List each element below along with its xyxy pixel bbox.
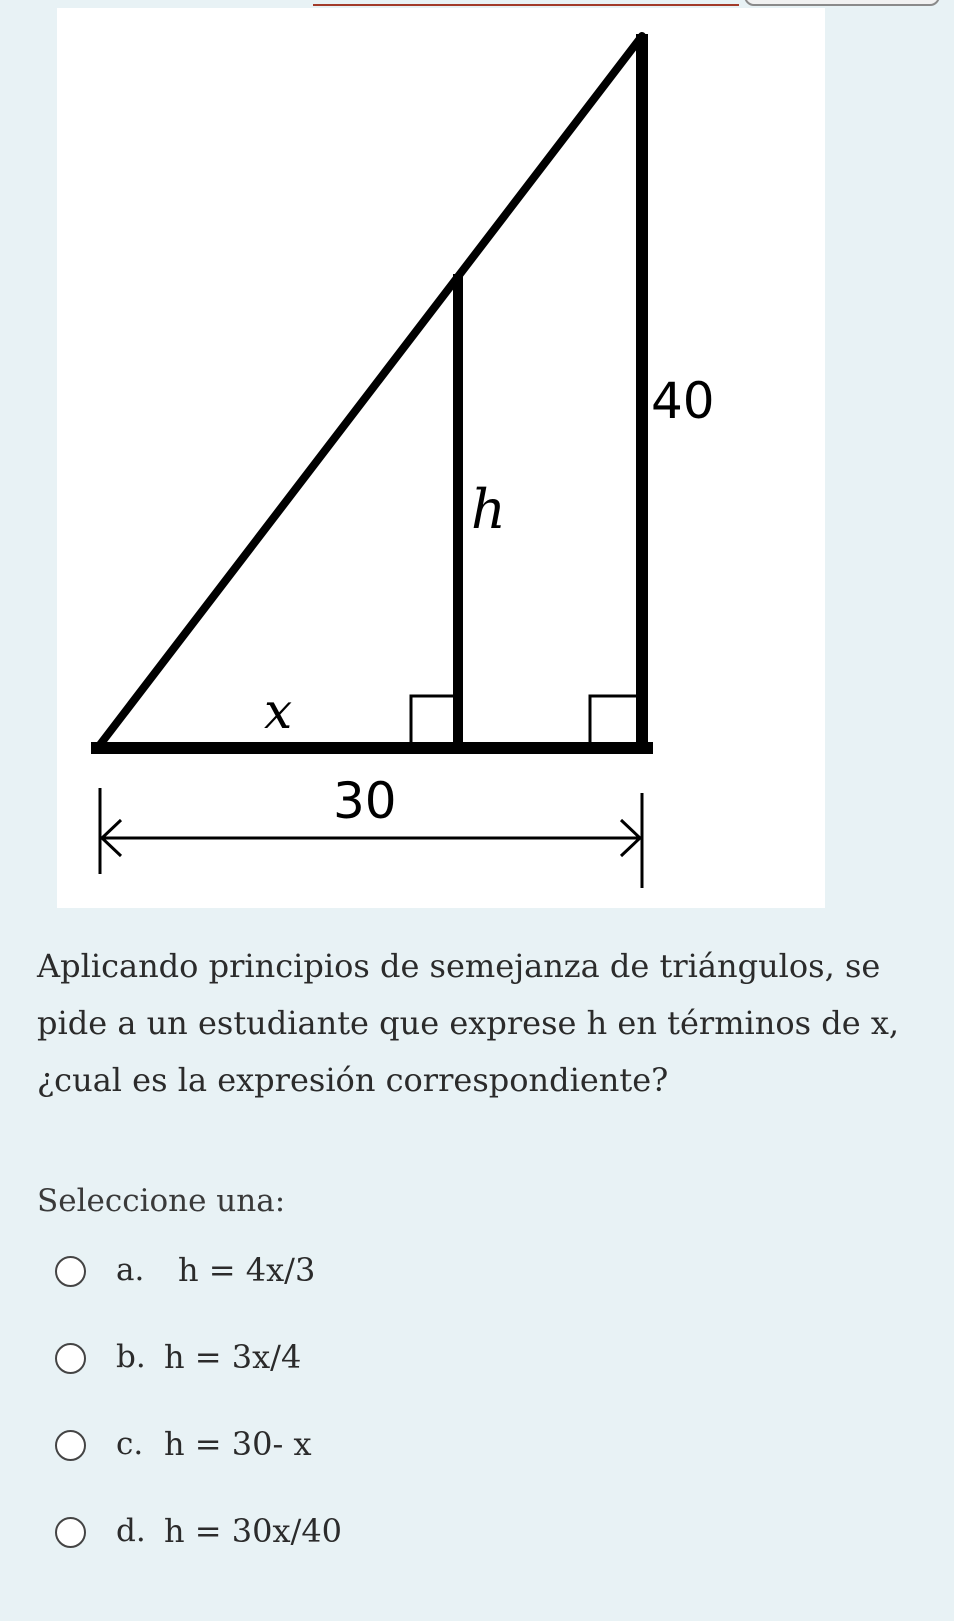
radio-c[interactable] (55, 1430, 86, 1461)
question-line-1: Aplicando principios de semejanza de triángulos, se (37, 947, 881, 985)
option-text: h = 3x/4 (164, 1338, 302, 1376)
radio-d[interactable] (55, 1517, 86, 1548)
answer-options (55, 1248, 755, 1596)
option-letter: c. (116, 1426, 144, 1462)
triangle-hypotenuse (99, 36, 642, 746)
option-letter: a. (116, 1252, 145, 1288)
label-x: x (264, 682, 293, 740)
radio-b[interactable] (55, 1343, 86, 1374)
right-angle-marker-outer (590, 696, 637, 748)
question-line-2: pide a un estudiante que exprese h en términos de x, (37, 1004, 900, 1042)
top-cut-off-panel (313, 0, 739, 6)
question-text (37, 938, 917, 1109)
question-line-3: ¿cual es la expresión correspondiente? (37, 1061, 669, 1099)
option-text: h = 30x/40 (164, 1512, 343, 1550)
label-30: 30 (333, 772, 397, 830)
select-label: Seleccione una: (37, 1183, 286, 1219)
label-40: 40 (651, 372, 715, 430)
option-text: h = 4x/3 (178, 1251, 316, 1289)
option-d[interactable] (55, 1509, 755, 1596)
label-h: h (471, 478, 506, 541)
option-letter: d. (116, 1513, 146, 1549)
option-b[interactable] (55, 1335, 755, 1422)
triangle-figure (57, 8, 825, 908)
top-cut-off-button[interactable] (744, 0, 940, 6)
option-c[interactable] (55, 1422, 755, 1509)
radio-a[interactable] (55, 1256, 86, 1287)
option-text: h = 30- x (164, 1425, 312, 1463)
option-letter: b. (116, 1339, 146, 1375)
right-angle-marker-inner (411, 696, 456, 748)
option-a[interactable] (55, 1248, 755, 1335)
